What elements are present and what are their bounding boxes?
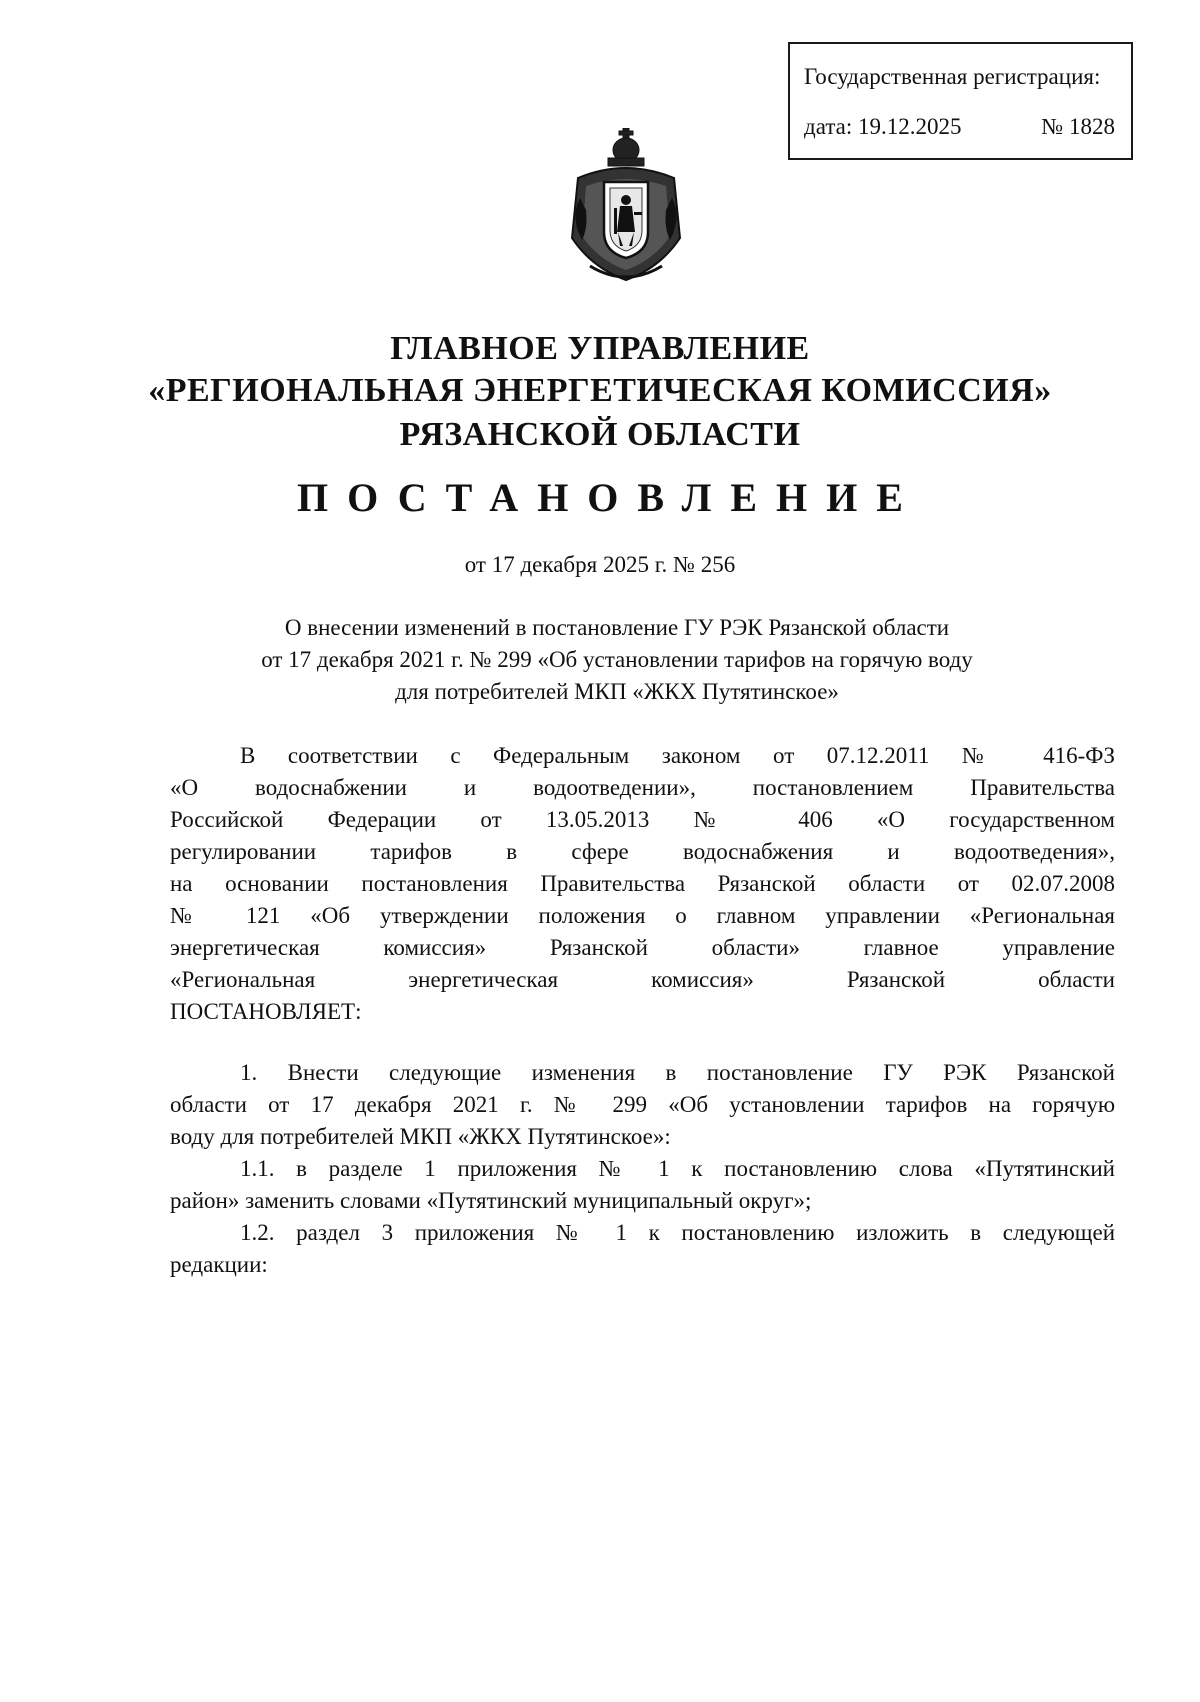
paragraph-line: на основании постановления Правительства Рязанской области от 02.07.2008	[170, 871, 1115, 896]
registration-date: дата: 19.12.2025	[804, 114, 962, 139]
subject-line: от 17 декабря 2021 г. № 299 «Об установлении тарифов на горячую воду	[261, 647, 973, 672]
document-subject	[150, 612, 1084, 708]
registration-number: № 1828	[1041, 114, 1115, 139]
item-1-paragraph	[170, 1057, 1115, 1281]
subject-line: для потребителей МКП «ЖКХ Путятинское»	[395, 679, 839, 704]
subject-line: О внесении изменений в постановление ГУ РЭК Рязанской области	[284, 615, 950, 640]
paragraph-line: № 121 «Об утверждении положения о главном управлении «Региональная	[170, 903, 1115, 928]
paragraph-line: В соответствии с Федеральным законом от 07.12.2011 № 416-ФЗ	[240, 743, 1115, 768]
document-type: ПОСТАНОВЛЕНИЕ	[297, 475, 922, 520]
paragraph-line: «О водоснабжении и водоотведении», постановлением Правительства	[170, 775, 1115, 800]
paragraph-line: район» заменить словами «Путятинский муниципальный округ»;	[170, 1188, 812, 1213]
authority-title-line-2: «РЕГИОНАЛЬНАЯ ЭНЕРГЕТИЧЕСКАЯ КОМИССИЯ»	[148, 372, 1052, 409]
paragraph-line: редакции:	[170, 1252, 268, 1277]
paragraph-line: воду для потребителей МКП «ЖКХ Путятинское»:	[170, 1124, 671, 1149]
paragraph-line: 1. Внести следующие изменения в постановление ГУ РЭК Рязанской	[240, 1060, 1115, 1085]
registration-title: Государственная регистрация:	[804, 64, 1101, 89]
registration-stamp	[788, 42, 1133, 160]
basis-paragraph	[170, 740, 1115, 1028]
paragraph-line: «Региональная энергетическая комиссия» Рязанской области	[170, 967, 1115, 992]
authority-title-line-3: РЯЗАНСКОЙ ОБЛАСТИ	[399, 416, 801, 453]
paragraph-line: области от 17 декабря 2021 г. № 299 «Об установлении тарифов на горячую	[170, 1092, 1115, 1117]
ryazan-coat-of-arms-icon	[560, 128, 692, 284]
paragraph-line: ПОСТАНОВЛЯЕТ:	[170, 999, 362, 1024]
document-date: от 17 декабря 2025 г. № 256	[464, 552, 736, 577]
paragraph-line: 1.1. в разделе 1 приложения № 1 к постановлению слова «Путятинский	[240, 1156, 1115, 1181]
paragraph-line: энергетическая комиссия» Рязанской области» главное управление	[170, 935, 1115, 960]
paragraph-line: 1.2. раздел 3 приложения № 1 к постановлению изложить в следующей	[240, 1220, 1115, 1245]
authority-title-line-1: ГЛАВНОЕ УПРАВЛЕНИЕ	[390, 330, 810, 367]
paragraph-line: регулировании тарифов в сфере водоснабжения и водоотведения»,	[170, 839, 1115, 864]
paragraph-line: Российской Федерации от 13.05.2013 № 406 «О государственном	[170, 807, 1115, 832]
